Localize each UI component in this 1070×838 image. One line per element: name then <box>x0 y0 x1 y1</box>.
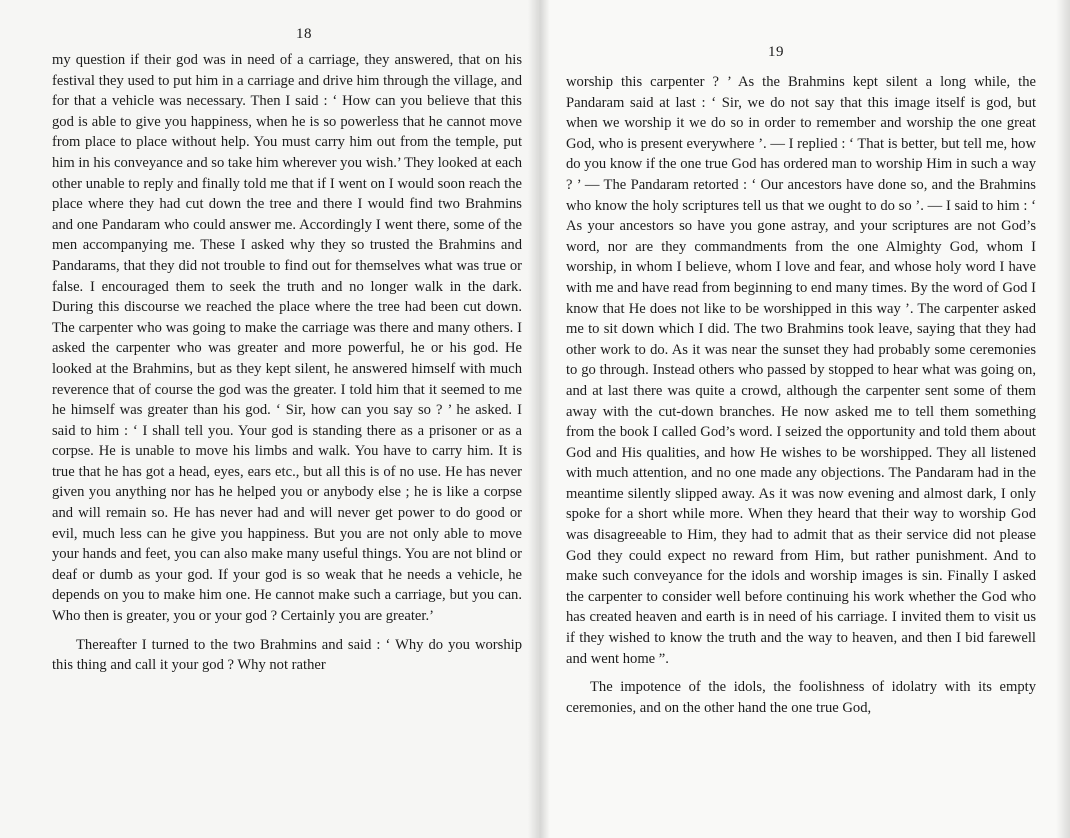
right-page-text <box>566 72 1036 718</box>
paragraph: worship this carpenter ? ’ As the Brahmins kept silent a long while, the Pandaram said at last : ‘ Sir, we do not say that this image itself is god, but when we worship it we do so in order to remember and worship the one great God, who is present everywhere ’. — I replied : ‘ That is better, but tell me, how do you know if the one true God has ordered man to worship Him in such a way ? ’ — The Pandaram retorted : ‘ Our ancestors have done so, and the Brahmins who know the holy scriptures tell us that we ought to do so ’. — I said to him : ‘ As your ancestors so have you gone astray, and your scriptures are not God’s word, nor are they commandments from the one Almighty God, whom I worship, in whom I believe, whom I love and fear, and whose holy word I have with me and have read from beginning to end many times. By the word of God I know that He does not like to be worshipped in this way ’. The carpenter asked me to sit down which I did. The two Brahmins took leave, saying that they had other work to do. As it was near the sunset they had probably some ceremonies to go through. Instead others who passed by stopped to hear what was going on, and at last there was quite a crowd, although the carpenter sent some of them away with the cut-down branches. He now asked me to tell them something from the book I called God’s word. I seized the opportunity and told them about God and His qualities, and how He wishes to be worshipped. They all listened with much attention, and no one made any objections. The Pandaram had in the meantime silently slipped away. As it was now evening and almost dark, I only spoke for a short while more. When they heard that their way to worship God was disagreeable to Him, they had to admit that as their service did not please God they could expect no reward from Him, but rather punishment. And to make such conveyance for the idols and worship images is sin. Finally I asked the carpenter to consider well before continuing his work whether the God who has created heaven and earth is in need of his carriage. I invited them to visit us if they wished to know the truth and the way to heaven, and then I bid farewell and went home ”. <box>566 74 1036 667</box>
left-page-text <box>52 50 522 676</box>
page-number-left: 18 <box>296 26 312 42</box>
paragraph: Thereafter I turned to the two Brahmins and said : ‘ Why do you worship this thing and call it your god ? Why not rather <box>52 636 522 674</box>
right-page <box>538 0 1070 838</box>
paragraph: The impotence of the idols, the foolishness of idolatry with its empty ceremonies, and on the other hand the one true God, <box>566 679 1036 716</box>
page-number-right: 19 <box>768 44 784 60</box>
page-edge-shadow <box>1056 0 1070 838</box>
paragraph: my question if their god was in need of a carriage, they answered, that on his festival they used to put him in a carriage and drive him through the village, and for that a vehicle was necessary. Then I said : ‘ How can you believe that this god is able to give you happiness, when he is so powerless that he cannot move from place to place without help. You must carry him out from the temple, put him in his conveyance and so take him wherever you wish.’ They looked at each other unable to reply and finally told me that if I went on I would soon reach the place where they had cut down the tree and there I would find two Brahmins and one Pandaram who could answer me. Accordingly I went there, some of the men accompanying me. These I asked why they so trusted the Brahmins and Pandarams, that they did not trouble to find out for themselves what was true or false. I encouraged them to seek the truth and no longer walk in the dark. During this discourse we reached the place where the tree had been cut down. The carpenter who was going to make the carriage was there and many others. I asked the carpenter who was greater and more powerful, he or his god. He looked at the Brahmins, but as they kept silent, he answered himself with much reverence that of course the god was the greater. I told him that it seemed to me he himself was greater than his god. ‘ Sir, how can you say so ? ’ he asked. I said to him : ‘ I shall tell you. Your god is standing there as a prisoner or as a corpse. He is unable to move his limbs and walk. You have to carry him. It is true that he has got a head, eyes, ears etc., but all this is of no use. He has never given you anything nor has he helped you or anybody else ; he is like a corpse and will remain so. He has never had and will never get power to do good or evil, much less can he give you happiness. But you are not only able to move your hands and feet, you can also make many useful things. You are not blind or deaf or dumb as your god. If your god is so weak that he needs a vehicle, he depends on you to make him one. He cannot make such a carriage, but you can. Who then is greater, you or your god ? Certainly you are greater.’ <box>52 52 522 625</box>
